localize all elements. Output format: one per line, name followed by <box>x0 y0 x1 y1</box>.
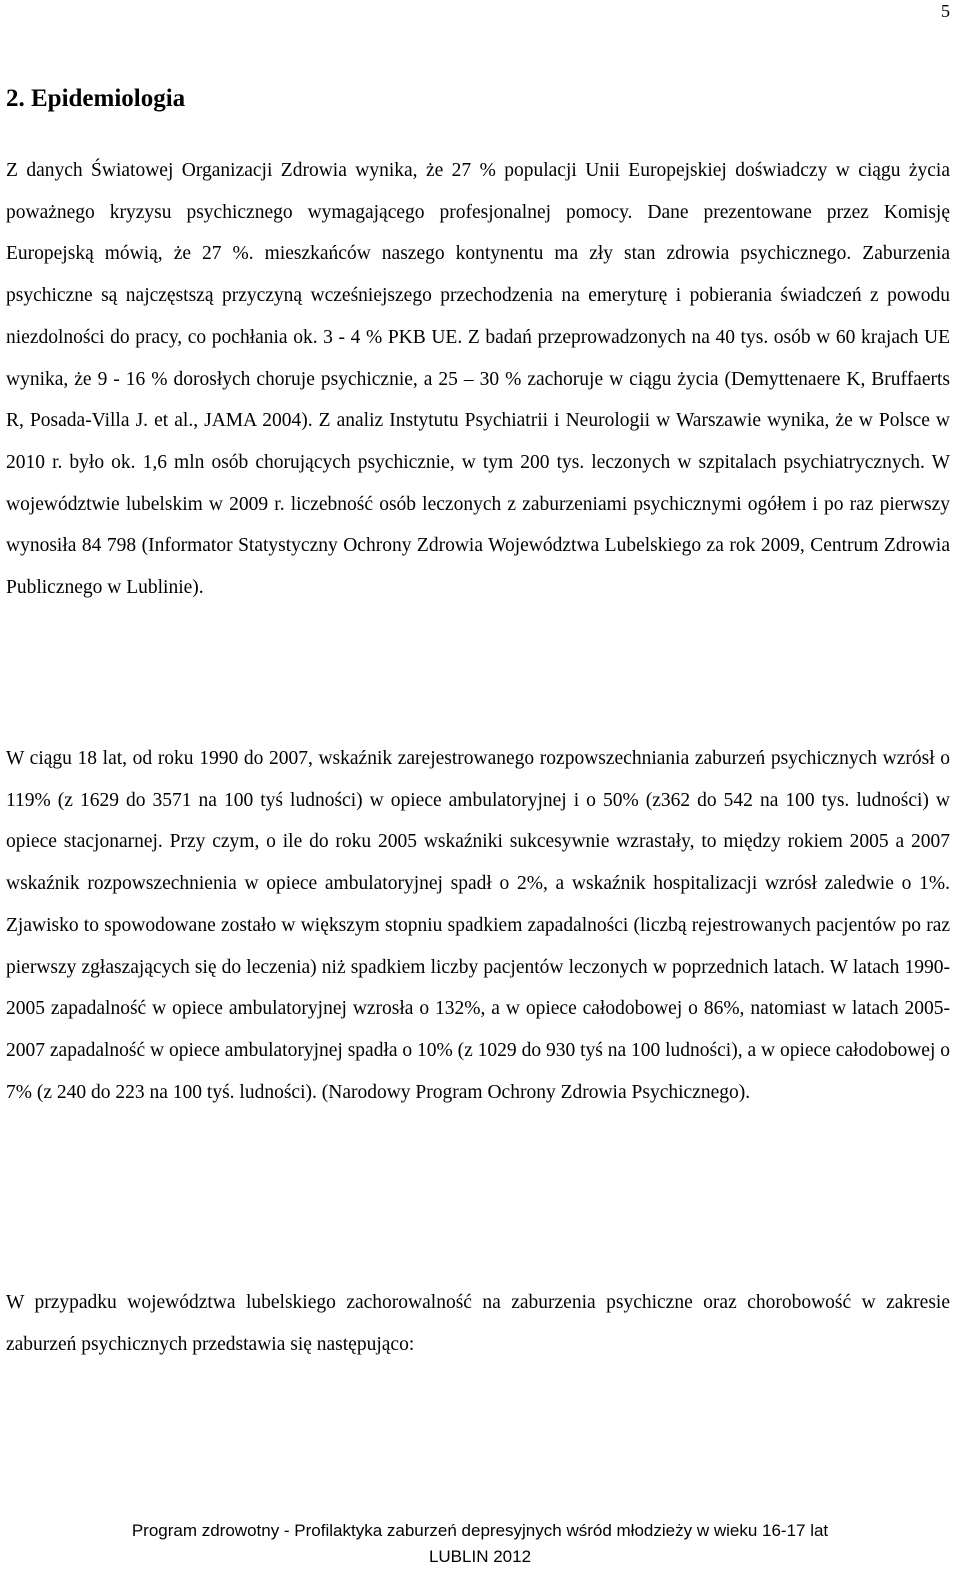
page-number: 5 <box>941 1 950 21</box>
paragraph-who-statistics: Z danych Światowej Organizacji Zdrowia wynika, że 27 % populacji Unii Europejskiej doświadczy w ciągu życia poważnego kryzysu psychicznego wymagającego profesjonalnej pomocy. Dane prezentowane przez Komisję Europejską mówią, że 27 %. mieszkańców naszego kontynentu ma zły stan zdrowia psychicznego. Zaburzenia psychiczne są najczęstszą przyczyną wcześniejszego przechodzenia na emeryturę i pobierania świadczeń z powodu niezdolności do pracy, co pochłania ok. 3 - 4 % PKB UE. Z badań przeprowadzonych na 40 tys. osób w 60 krajach UE wynika, że 9 - 16 % dorosłych choruje psychicznie, a 25 – 30 % zachoruje w ciągu życia (Demyttenaere K, Bruffaerts R, Posada-Villa J. et al., JAMA 2004). Z analiz Instytutu Psychiatrii i Neurologii w Warszawie wynika, że w Polsce w 2010 r. było ok. 1,6 mln osób chorujących psychicznie, w tym 200 tys. leczonych w szpitalach psychiatrycznych. W województwie lubelskim w 2009 r. liczebność osób leczonych z zaburzeniami psychicznymi ogółem i po raz pierwszy wynosiła 84 798 (Informator Statystyczny Ochrony Zdrowia Województwa Lubelskiego za rok 2009, Centrum Zdrowia Publicznego w Lublinie). <box>6 160 950 599</box>
footer-program-title: Program zdrowotny - Profilaktyka zaburzeń depresyjnych wśród młodzieży w wieku 16-17 lat <box>131 1521 829 1540</box>
paragraph-prevalence-trends: W ciągu 18 lat, od roku 1990 do 2007, wskaźnik zarejestrowanego rozpowszechniania zaburzeń psychicznych wzrósł o 119% (z 1629 do 3571 na 100 tyś ludności) w opiece ambulatoryjnej i o 50% (z362 do 542 na 100 tys. ludności) w opiece stacjonarnej. Przy czym, o ile do roku 2005 wskaźniki sukcesywnie wzrastały, to między rokiem 2005 a 2007 wskaźnik rozpowszechnienia w opiece ambulatoryjnej spadł o 2%, a wskaźnik hospitalizacji wzrósł zaledwie o 1%. Zjawisko to spowodowane zostało w większym stopniu spadkiem zapadalności (liczbą rejestrowanych pacjentów po raz pierwszy zgłaszających się do leczenia) niż spadkiem liczby pacjentów leczonych w poprzednich latach. W latach 1990-2005 zapadalność w opiece ambulatoryjnej wzrosła o 132%, a w opiece całodobowej o 86%, natomiast w latach 2005-2007 zapadalność w opiece ambulatoryjnej spadła o 10% (z 1029 do 930 tyś na 100 ludności), a w opiece całodobowej o 7% (z 240 do 223 na 100 tyś. ludności). (Narodowy Program Ochrony Zdrowia Psychicznego). <box>6 748 950 1103</box>
footer-place-year: LUBLIN 2012 <box>428 1547 532 1566</box>
paragraph-lubelskie-intro: W przypadku województwa lubelskiego zachorowalność na zaburzenia psychiczne oraz chorobowość w zakresie zaburzeń psychicznych przedstawia się następująco: <box>6 1292 950 1355</box>
section-heading: 2. Epidemiologia <box>6 85 186 112</box>
